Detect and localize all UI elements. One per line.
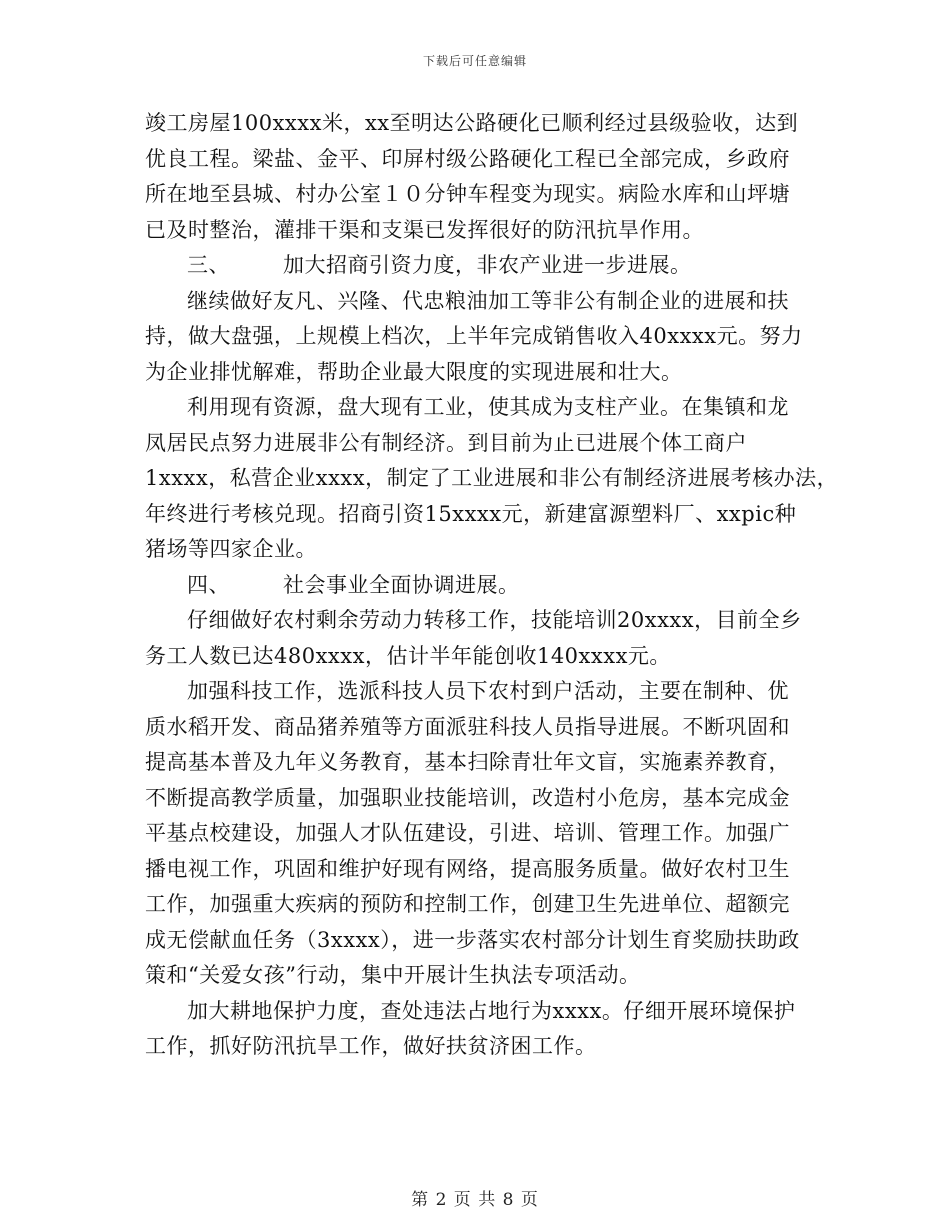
paragraph-line: 所在地至县城、村办公室１０分钟车程变为现实。病险水库和山坪塘	[145, 182, 790, 206]
section-heading-4	[145, 568, 815, 604]
paragraph-line: 务工人数已达480xxxx，估计半年能创收140xxxx元。	[145, 643, 671, 668]
paragraph-line: 不断提高教学质量，加强职业技能培训，改造村小危房，基本完成金	[145, 785, 790, 810]
section-title: 加大招商引资力度，非农产业进一步进展。	[283, 253, 692, 277]
paragraph-line: 提高基本普及九年义务教育，基本扫除青壮年文盲，实施素养教育，	[145, 750, 790, 774]
paragraph-line: 持，做大盘强，上规模上档次，上半年完成销售收入40xxxx元。努力	[145, 324, 803, 348]
paragraph-line: 优良工程。梁盐、金平、印屏村级公路硬化工程已全部完成，乡政府	[145, 146, 790, 171]
section-heading-3	[145, 248, 815, 284]
paragraph-line: 已及时整治，灌排干渠和支渠已发挥很好的防汛抗旱作用。	[145, 217, 704, 242]
page-number-footer: 第 2 页 共 8 页	[411, 1190, 539, 1210]
paragraph-line: 加强科技工作，选派科技人员下农村到户活动，主要在制种、优	[187, 679, 789, 703]
paragraph-line: 利用现有资源，盘大现有工业，使其成为支柱产业。在集镇和龙	[187, 395, 789, 419]
section-number: 三、	[187, 253, 230, 277]
document-body	[145, 106, 839, 1065]
paragraph-line: 成无偿献血任务（3xxxx），进一步落实农村部分计划生育奖励扶助政	[145, 927, 800, 952]
paragraph-line: 工作，加强重大疾病的预防和控制工作，创建卫生先进单位、超额完	[145, 892, 790, 916]
page-header: 下载后可任意编辑	[422, 54, 527, 68]
paragraph-line: 竣工房屋100xxxx米，xx至明达公路硬化已顺利经过县级验收，达到	[145, 111, 799, 135]
paragraph-line: 仔细做好农村剩余劳动力转移工作，技能培训20xxxx，目前全乡	[187, 608, 802, 632]
paragraph-line: 1xxxx，私营企业xxxx，制定了工业进展和非公有制经济进展考核办法，	[145, 466, 839, 490]
paragraph-line: 年终进行考核兑现。招商引资15xxxx元，新建富源塑料厂、xxpic种	[145, 501, 797, 526]
paragraph-line: 策和“关爱女孩”行动，集中开展计生执法专项活动。	[145, 963, 641, 987]
paragraph-line: 平基点校建设，加强人才队伍建设，引进、培训、管理工作。加强广	[145, 821, 790, 845]
paragraph-line: 质水稻开发、商品猪养殖等方面派驻科技人员指导进展。不断巩固和	[145, 714, 790, 739]
paragraph-line: 工作，抓好防汛抗旱工作，做好扶贫济困工作。	[145, 1034, 597, 1058]
section-title: 社会事业全面协调进展。	[283, 572, 520, 597]
paragraph-line: 播电视工作，巩固和维护好现有网络，提高服务质量。做好农村卫生	[145, 856, 790, 881]
paragraph-line: 为企业排忧解难，帮助企业最大限度的实现进展和壮大。	[145, 359, 683, 384]
paragraph-line: 猪场等四家企业。	[145, 537, 317, 561]
paragraph-line: 加大耕地保护力度，查处违法占地行为xxxx。仔细开展环境保护	[187, 998, 796, 1023]
paragraph-line: 凤居民点努力进展非公有制经济。到目前为止已进展个体工商户	[145, 430, 747, 455]
paragraph-line: 继续做好友凡、兴隆、代忠粮油加工等非公有制企业的进展和扶	[187, 288, 789, 313]
section-number: 四、	[187, 572, 230, 597]
